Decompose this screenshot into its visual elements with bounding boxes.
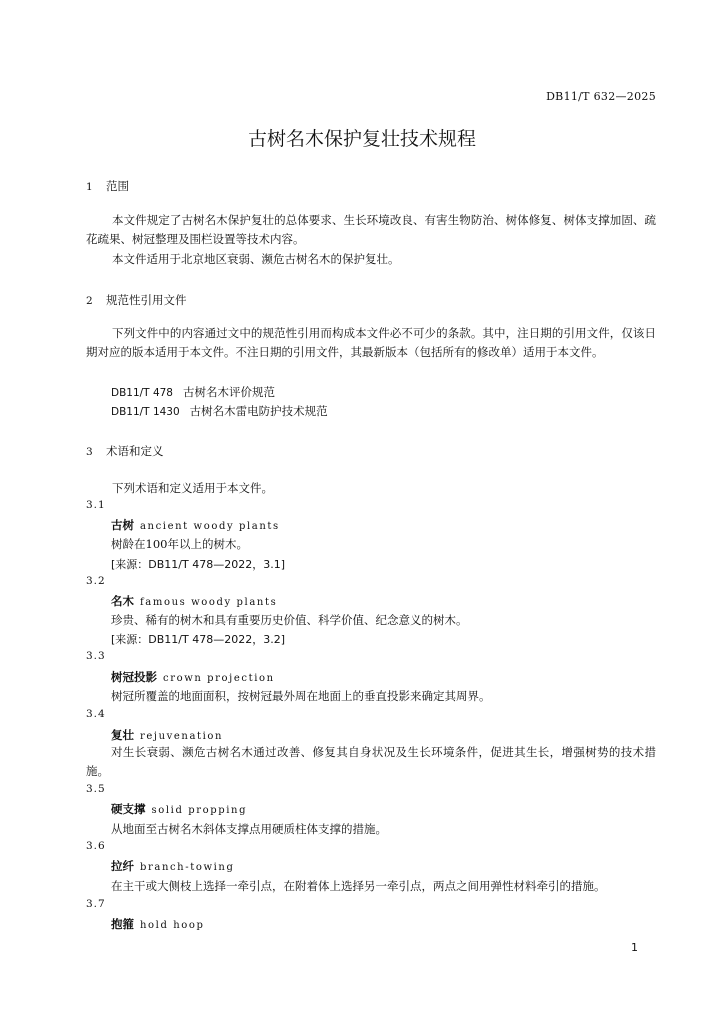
- term-number: 3.1: [86, 499, 106, 511]
- term-english: ancient woody plants: [140, 521, 280, 532]
- section-title: 范围: [106, 179, 129, 193]
- term-entry: [111, 669, 275, 685]
- term-chinese: 拉纤: [111, 859, 134, 873]
- reference-code: DB11/T 1430: [111, 406, 180, 418]
- section-number: 1: [86, 181, 93, 193]
- reference-code: DB11/T 478: [111, 387, 173, 399]
- term-chinese: 名木: [111, 594, 134, 608]
- section-title: 术语和定义: [106, 444, 164, 458]
- section-heading-1: [86, 178, 129, 194]
- term-definition: 从地面至古树名木斜体支撑点用硬质柱体支撑的措施。: [111, 822, 387, 836]
- section-heading-2: [86, 292, 187, 308]
- term-definition: 在主干或大侧枝上选择一牵引点，在附着体上选择另一牵引点，两点之间用弹性材料牵引的措施。: [111, 879, 606, 893]
- section-title: 规范性引用文件: [106, 293, 187, 307]
- document-title: 古树名木保护复壮技术规程: [247, 128, 476, 150]
- document-number: DB11/T 632—2025: [546, 90, 656, 103]
- term-chinese: 硬支撑: [111, 802, 146, 816]
- section-heading-3: [86, 443, 164, 459]
- reference-name: 古树名木雷电防护技术规范: [189, 404, 328, 418]
- reference-name: 古树名木评价规范: [182, 385, 275, 399]
- reference-item: [111, 403, 328, 419]
- term-entry: [111, 727, 223, 743]
- term-entry: [111, 801, 247, 817]
- term-entry: [111, 593, 277, 609]
- term-english: crown projection: [163, 673, 275, 684]
- paragraph: 本文件适用于北京地区衰弱、濒危古树名木的保护复壮。: [112, 252, 400, 266]
- term-definition: 树龄在100年以上的树木。: [111, 537, 248, 551]
- term-definition: 对生长衰弱、濒危古树名木通过改善、修复其自身状况及生长环境条件，促进其生长，增强树势的技术措施。: [86, 745, 656, 778]
- term-number: 3.2: [86, 575, 106, 587]
- term-english: branch-towing: [140, 862, 235, 873]
- term-number: 3.5: [86, 783, 106, 795]
- term-chinese: 抱箍: [111, 917, 134, 931]
- term-number: 3.3: [86, 650, 106, 662]
- section-number: 3: [86, 446, 93, 458]
- term-number: 3.7: [86, 898, 106, 910]
- term-source: [来源：DB11/T 478—2022，3.1]: [111, 558, 286, 571]
- term-chinese: 古树: [111, 518, 134, 532]
- term-chinese: 树冠投影: [111, 670, 157, 684]
- term-source: [来源：DB11/T 478—2022，3.2]: [111, 633, 286, 646]
- term-number: 3.6: [86, 840, 106, 852]
- term-english: hold hoop: [140, 920, 205, 931]
- term-entry: [111, 517, 280, 533]
- term-chinese: 复壮: [111, 728, 134, 742]
- term-number: 3.4: [86, 708, 106, 720]
- paragraph: 本文件规定了古树名木保护复壮的总体要求、生长环境改良、有害生物防治、树体修复、树体支撑加固、疏花疏果、树冠整理及围栏设置等技术内容。: [86, 213, 656, 246]
- paragraph: 下列术语和定义适用于本文件。: [112, 481, 273, 495]
- term-entry: [111, 916, 205, 932]
- term-entry: [111, 858, 234, 874]
- term-english: rejuvenation: [140, 731, 224, 742]
- paragraph: 下列文件中的内容通过文中的规范性引用而构成本文件必不可少的条款。其中，注日期的引用文件，仅该日期对应的版本适用于本文件。不注日期的引用文件，其最新版本（包括所有的修改单）适用于本文件。: [86, 326, 656, 359]
- term-definition: 珍贵、稀有的树木和具有重要历史价值、科学价值、纪念意义的树木。: [111, 613, 468, 627]
- term-english: famous woody plants: [140, 597, 278, 608]
- term-definition: 树冠所覆盖的地面面积，按树冠最外周在地面上的垂直投影来确定其周界。: [111, 689, 491, 703]
- reference-item: [111, 384, 275, 400]
- page-number: 1: [631, 941, 638, 954]
- term-english: solid propping: [151, 805, 248, 816]
- section-number: 2: [86, 295, 93, 307]
